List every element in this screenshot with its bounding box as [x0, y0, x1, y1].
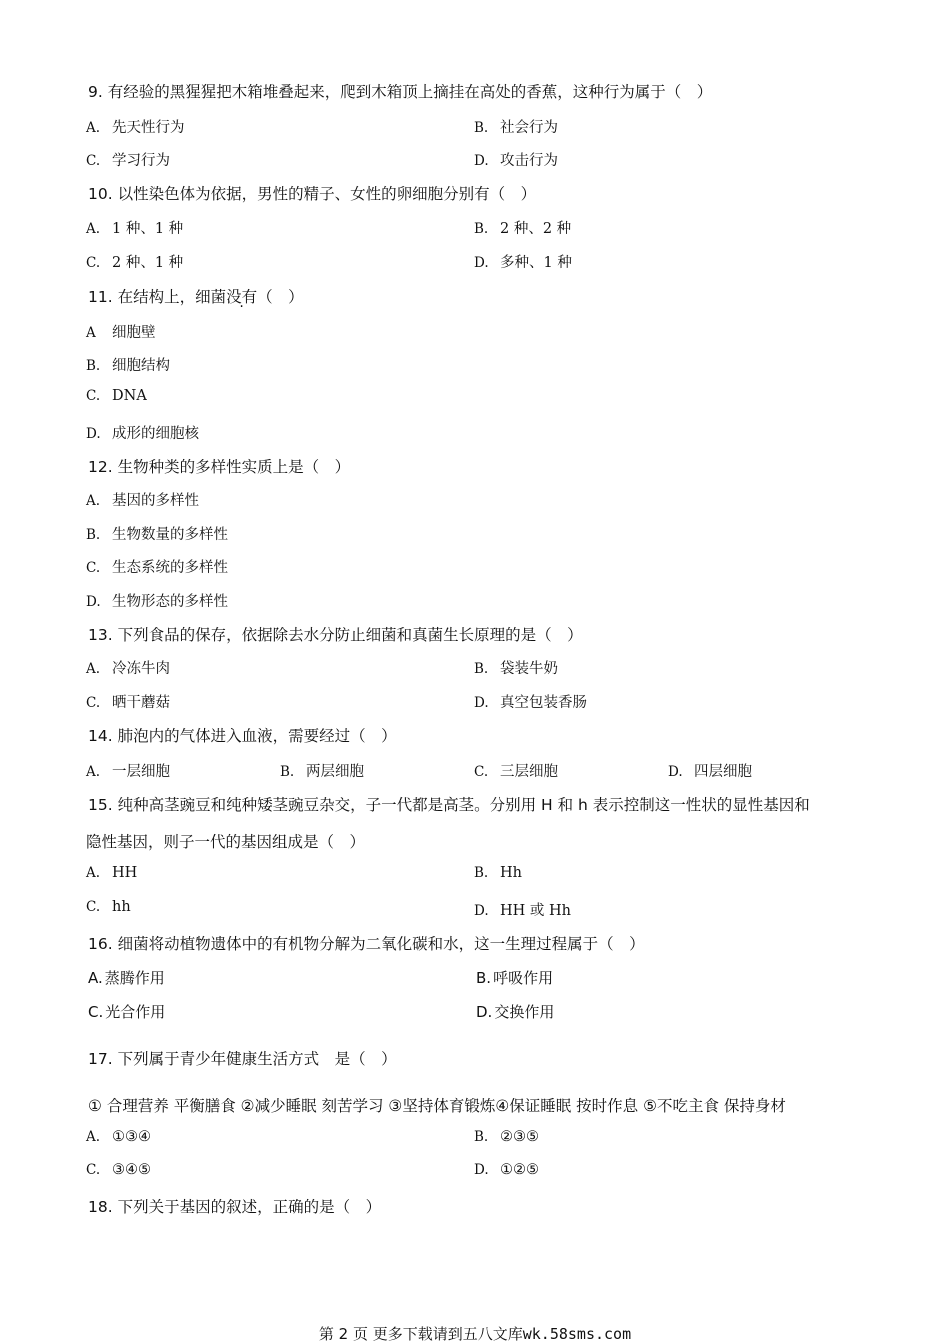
- question-16: 16. 细菌将动植物遗体中的有机物分解为二氧化碳和水，这一生理过程属于（ ）: [88, 935, 645, 953]
- option-c: C. 三层细胞: [474, 764, 558, 780]
- option-d: D. 四层细胞: [668, 764, 752, 780]
- question-12: 12. 生物种类的多样性实质上是（ ）: [88, 458, 351, 476]
- option-a: A. 冷冻牛肉: [86, 661, 170, 677]
- option-c: C. 晒干蘑菇: [86, 695, 170, 711]
- option-d: D. HH 或 Hh: [474, 903, 571, 919]
- option-b: B. 细胞结构: [86, 358, 170, 374]
- option-d: D. 多种、1 种: [474, 255, 572, 271]
- question-14: 14. 肺泡内的气体进入血液，需要经过（ ）: [88, 727, 397, 745]
- option-b: B. ②③⑤: [474, 1129, 539, 1145]
- option-a: A. ①③④: [86, 1129, 151, 1145]
- option-a: A. 基因的多样性: [86, 493, 199, 509]
- option-b: B. 生物数量的多样性: [86, 527, 228, 543]
- option-d: D. 生物形态的多样性: [86, 594, 228, 610]
- question-10: 10. 以性染色体为依据，男性的精子、女性的卵细胞分别有（ ）: [88, 185, 537, 203]
- question-11: 11. 在结构上，细菌没有（ ）: [88, 288, 304, 306]
- emphasis-mark: 没有: [226, 288, 258, 306]
- option-d: D. 真空包装香肠: [474, 695, 587, 711]
- question-17-items: ① 合理营养 平衡膳食 ②减少睡眠 刻苦学习 ③坚持体育锻炼④保证睡眠 按时作息 ⑤不吃主食 保持身材: [88, 1097, 786, 1115]
- option-c: C. 学习行为: [86, 153, 170, 169]
- option-d: D. 成形的细胞核: [86, 426, 199, 442]
- option-a: A. 蒸腾作用: [88, 969, 165, 987]
- option-c: C. 光合作用: [88, 1003, 166, 1021]
- site-link[interactable]: wk.58sms.com: [522, 1325, 632, 1343]
- question-17: 17. 下列属于青少年健康生活方式 是（ ）: [88, 1050, 397, 1068]
- option-a: A. 1 种、1 种: [86, 221, 184, 237]
- page-number: 第 2 页: [318, 1325, 368, 1343]
- option-d: D. 攻击行为: [474, 153, 558, 169]
- option-b: B. 袋装牛奶: [474, 661, 558, 677]
- option-b: B. 社会行为: [474, 120, 558, 136]
- question-13: 13. 下列食品的保存，依据除去水分防止细菌和真菌生长原理的是（ ）: [88, 626, 583, 644]
- option-a: A 细胞壁: [86, 325, 156, 341]
- option-b: B. 2 种、2 种: [474, 221, 572, 237]
- option-a: A. 一层细胞: [86, 764, 170, 780]
- option-c: C. 2 种、1 种: [86, 255, 184, 271]
- option-d: D. 交换作用: [476, 1003, 555, 1021]
- option-d: D. ①②⑤: [474, 1162, 539, 1178]
- option-c: C. hh: [86, 899, 131, 915]
- option-c: C. 生态系统的多样性: [86, 560, 228, 576]
- question-18: 18. 下列关于基因的叙述，正确的是（ ）: [88, 1198, 382, 1216]
- question-9: 9. 有经验的黑猩猩把木箱堆叠起来，爬到木箱顶上摘挂在高处的香蕉，这种行为属于（ ）: [88, 83, 713, 101]
- download-note: 更多下载请到五八文库: [372, 1325, 523, 1343]
- page-footer: [0, 1323, 950, 1344]
- option-b: B. Hh: [474, 865, 522, 881]
- option-c: C. DNA: [86, 388, 147, 404]
- question-15-continued: 隐性基因，则子一代的基因组成是（ ）: [86, 833, 366, 851]
- question-15: 15. 纯种高茎豌豆和纯种矮茎豌豆杂交，子一代都是高茎。分别用 H 和 h 表示控制这一性状的显性基因和: [88, 796, 810, 814]
- option-b: B. 两层细胞: [280, 764, 364, 780]
- option-c: C. ③④⑤: [86, 1162, 151, 1178]
- option-b: B. 呼吸作用: [476, 969, 554, 987]
- option-a: A. HH: [86, 865, 138, 881]
- option-a: A. 先天性行为: [86, 120, 185, 136]
